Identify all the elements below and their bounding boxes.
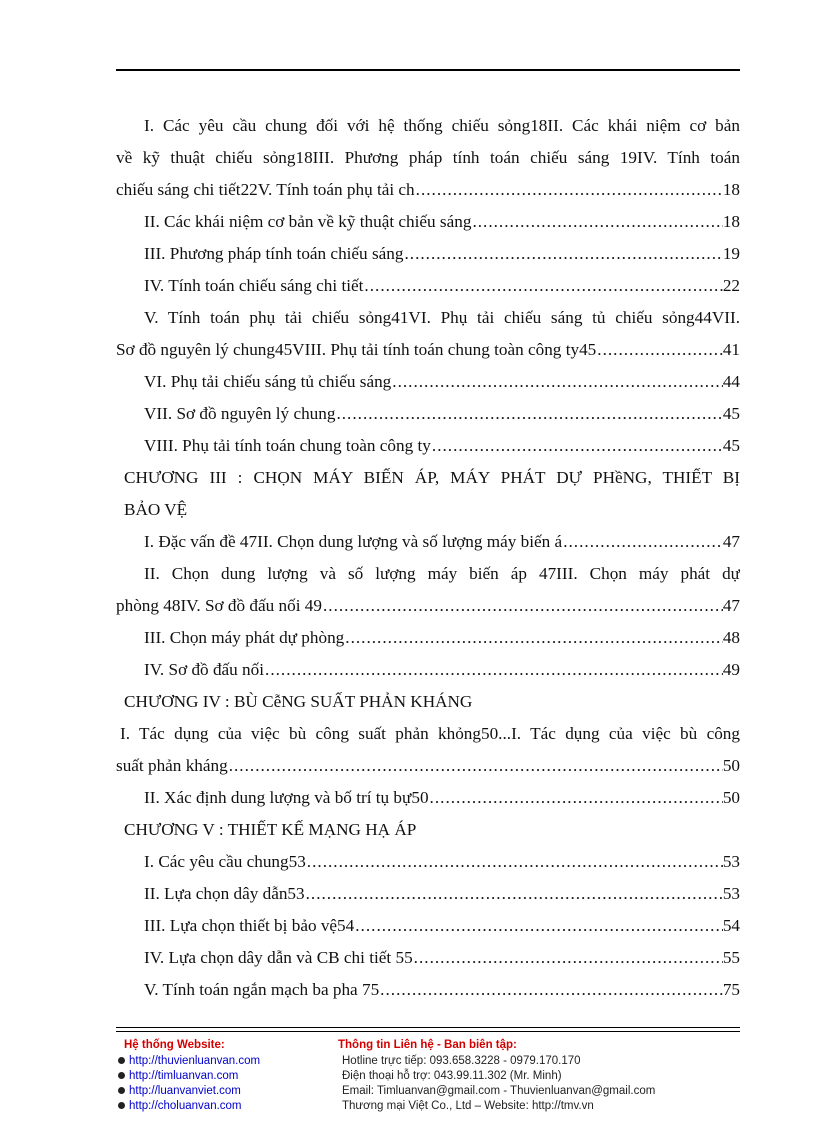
toc-entry-title: IV. Tính toán chiếu sáng chi tiết <box>144 276 364 295</box>
toc-entry-title: I. Đặc vấn đề 47II. Chọn dung lượng và số lượng máy biến á <box>144 532 563 551</box>
toc-entry[interactable] <box>116 910 740 942</box>
toc-page-number: 50 <box>722 756 740 775</box>
toc-page-number: 45 <box>722 436 740 455</box>
contact-phone: Điện thoại hỗ trợ: 043.99.11.302 (Mr. Minh) <box>342 1070 562 1082</box>
toc-entry-wrap-line: II. Chọn dung lượng và số lượng máy biến áp 47III. Chọn máy phát dự <box>144 564 740 583</box>
toc-entry-title: VI. Phụ tải chiếu sáng tủ chiếu sáng <box>144 372 392 391</box>
toc-page-number: 75 <box>722 980 740 999</box>
footer-websites <box>116 1036 331 1114</box>
toc-leader-dots <box>228 750 723 782</box>
toc-leader-dots <box>335 398 722 430</box>
toc-entry[interactable] <box>116 654 740 686</box>
toc-entry[interactable] <box>116 270 740 302</box>
toc-entry-wrap-line: về kỹ thuật chiếu sỏng18III. Phương pháp tính toán chiếu sáng 19IV. Tính toán <box>116 148 740 167</box>
website-item <box>116 1054 331 1069</box>
bullet-icon <box>118 1072 125 1079</box>
website-link[interactable]: http://luanvanviet.com <box>129 1085 241 1097</box>
toc-entry-title: II. Lựa chọn dây dẫn53 <box>144 884 305 903</box>
toc-entry[interactable] <box>116 942 740 974</box>
toc-page-number: 18 <box>722 180 740 199</box>
footer-rule <box>116 1031 740 1032</box>
toc-leader-dots <box>305 878 723 910</box>
chapter-heading[interactable]: CHƯƠNG V : THIẾT KẾ MẠNG HẠ ÁP <box>124 820 417 839</box>
chapter-heading[interactable]: CHƯƠNG IV : BÙ CễNG SUẤT PHẢN KHÁNG <box>124 692 473 711</box>
website-link[interactable]: http://thuvienluanvan.com <box>129 1055 261 1067</box>
toc-entry[interactable] <box>116 174 740 206</box>
toc-entry[interactable] <box>116 430 740 462</box>
website-item <box>116 1069 331 1084</box>
toc-leader-dots <box>429 782 723 814</box>
contact-hotline: Hotline trực tiếp: 093.658.3228 - 0979.170.170 <box>342 1055 581 1067</box>
toc-page-number: 47 <box>722 532 740 551</box>
toc-entry-title: Sơ đồ nguyên lý chung45VIII. Phụ tải tính toán chung toàn công ty45 <box>116 340 597 359</box>
footer-rule <box>116 1027 740 1028</box>
toc-leader-dots <box>403 238 722 270</box>
bullet-icon <box>118 1087 125 1094</box>
toc-entry[interactable] <box>116 590 740 622</box>
toc-entry-title: I. Các yêu cầu chung53 <box>144 852 306 871</box>
toc-entry-title: II. Các khái niệm cơ bản về kỹ thuật chiếu sáng <box>144 212 472 231</box>
website-item <box>116 1099 331 1114</box>
toc-entry-title: suất phản kháng <box>116 756 228 775</box>
toc-entry[interactable] <box>116 206 740 238</box>
toc-entry-title: III. Phương pháp tính toán chiếu sáng <box>144 244 404 263</box>
chapter-heading[interactable]: CHƯƠNG III : CHỌN MÁY BIẾN ÁP, MÁY PHÁT DỰ PHềNG, THIẾT BỊ <box>124 468 740 487</box>
toc-entry-title: VIII. Phụ tải tính toán chung toàn công ty <box>144 436 431 455</box>
toc-page-number: 19 <box>722 244 740 263</box>
toc-entry[interactable] <box>116 366 740 398</box>
website-link[interactable]: http://timluanvan.com <box>129 1070 239 1082</box>
toc-page-number: 53 <box>722 884 740 903</box>
chapter-heading-wrap: BẢO VỆ <box>124 500 188 519</box>
website-item <box>116 1084 331 1099</box>
toc-entry[interactable] <box>116 878 740 910</box>
toc-leader-dots <box>391 366 723 398</box>
contact-company: Thương mại Việt Co., Ltd – Website: http://tmv.vn <box>342 1100 594 1112</box>
toc-leader-dots <box>431 430 723 462</box>
toc-page-number: 18 <box>722 212 740 231</box>
toc-entry-title: V. Tính toán ngắn mạch ba pha 75 <box>144 980 380 999</box>
toc-leader-dots <box>322 590 723 622</box>
toc-entry[interactable] <box>116 846 740 878</box>
toc-page-number: 22 <box>722 276 740 295</box>
toc-entry[interactable] <box>116 526 740 558</box>
toc-leader-dots <box>415 174 723 206</box>
toc-entry-wrap-line: V. Tính toán phụ tải chiếu sỏng41VI. Phụ tải chiếu sáng tủ chiếu sỏng44VII. <box>144 308 740 327</box>
toc-page-number: 49 <box>722 660 740 679</box>
toc-entry-title: chiếu sáng chi tiết22V. Tính toán phụ tải ch <box>116 180 415 199</box>
bullet-icon <box>118 1057 125 1064</box>
toc-page-number: 48 <box>722 628 740 647</box>
footer-contacts <box>338 1036 740 1114</box>
toc-entry-title: III. Chọn máy phát dự phòng <box>144 628 345 647</box>
toc-entry-wrap-line: I. Tác dụng của việc bù công suất phản khỏng50...I. Tác dụng của việc bù công <box>120 724 740 743</box>
toc-page-number: 45 <box>722 404 740 423</box>
toc-page-number: 53 <box>722 852 740 871</box>
toc-entry-title: II. Xác định dung lượng và bố trí tụ bự50 <box>144 788 429 807</box>
toc-entry[interactable] <box>116 334 740 366</box>
contact-title: Thông tin Liên hệ - Ban biên tập: <box>338 1039 517 1051</box>
toc-leader-dots <box>344 622 723 654</box>
table-of-contents <box>116 110 740 1006</box>
toc-entry-title: VII. Sơ đồ nguyên lý chung <box>144 404 336 423</box>
toc-leader-dots <box>264 654 723 686</box>
website-link[interactable]: http://choluanvan.com <box>129 1100 242 1112</box>
toc-leader-dots <box>596 334 723 366</box>
toc-leader-dots <box>413 942 723 974</box>
header-rule <box>116 69 740 71</box>
toc-leader-dots <box>379 974 723 1006</box>
bullet-icon <box>118 1102 125 1109</box>
toc-entry[interactable] <box>116 974 740 1006</box>
toc-leader-dots <box>306 846 723 878</box>
toc-entry-title: IV. Lựa chọn dây dẫn và CB chi tiết 55 <box>144 948 413 967</box>
websites-title: Hệ thống Website: <box>124 1039 225 1051</box>
toc-page-number: 54 <box>722 916 740 935</box>
toc-leader-dots <box>354 910 723 942</box>
toc-leader-dots <box>471 206 722 238</box>
toc-entry[interactable] <box>116 238 740 270</box>
toc-page-number: 41 <box>722 340 740 359</box>
contact-email[interactable]: Email: Timluanvan@gmail.com - Thuvienluanvan@gmail.com <box>342 1085 656 1097</box>
toc-entry-title: IV. Sơ đồ đấu nối <box>144 660 265 679</box>
toc-page-number: 50 <box>722 788 740 807</box>
toc-entry-title: phòng 48IV. Sơ đồ đấu nối 49 <box>116 596 322 615</box>
toc-entry-title: III. Lựa chọn thiết bị bảo vệ54 <box>144 916 355 935</box>
toc-entry[interactable] <box>116 750 740 782</box>
toc-entry[interactable] <box>116 622 740 654</box>
toc-page-number: 47 <box>722 596 740 615</box>
toc-leader-dots <box>363 270 722 302</box>
toc-page-number: 55 <box>722 948 740 967</box>
toc-leader-dots <box>562 526 723 558</box>
toc-entry-wrap-line: I. Các yêu cầu chung đối với hệ thống chiếu sỏng18II. Các khái niệm cơ bản <box>144 116 740 135</box>
toc-page-number: 44 <box>722 372 740 391</box>
toc-entry[interactable] <box>116 398 740 430</box>
toc-entry[interactable] <box>116 782 740 814</box>
